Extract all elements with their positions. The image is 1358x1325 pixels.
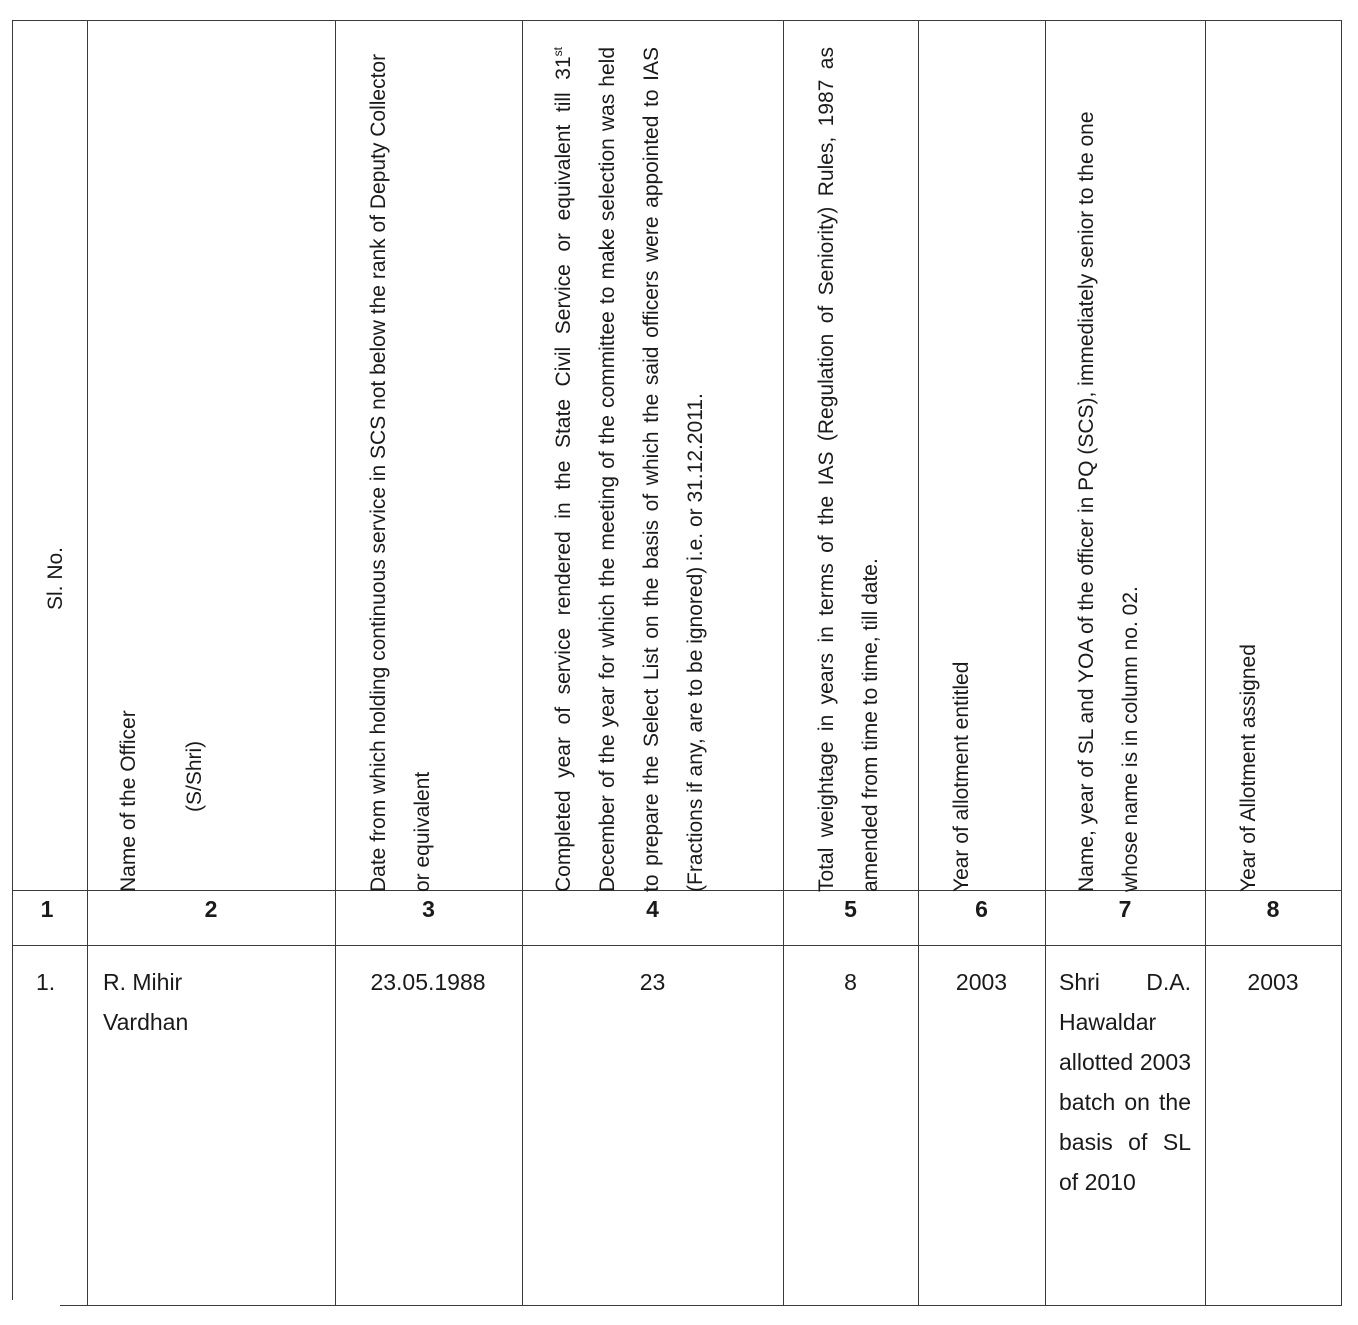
header-yoa-assigned-text: Year of Allotment assigned — [1237, 644, 1260, 892]
row-service-date: 23.05.1988 — [370, 969, 486, 995]
column-number-4: 4 — [646, 896, 659, 922]
header-completed-years — [522, 20, 783, 890]
row-yoa-assigned: 2003 — [1247, 969, 1299, 995]
row-total-weightage: 8 — [844, 969, 857, 995]
header-officer-name-line1: Name of the Officer — [117, 710, 140, 892]
header-service-date-text: Date from which holding continuous service in SCS not below the rank of Deputy Collector or equivalent — [367, 53, 434, 892]
row-officer-name: R. Mihir Vardhan — [103, 969, 189, 1035]
header-sl-no-text: Sl. No. — [44, 546, 67, 610]
header-yoa-entitled — [918, 20, 1045, 890]
header-senior-officer — [1045, 20, 1205, 890]
header-officer-name-line2: (S/Shri) — [183, 740, 206, 812]
row-senior-officer: Shri D.A. Hawaldar allotted 2003 batch on the basis of SL of 2010 — [1059, 969, 1191, 1195]
header-completed-years-sup: st — [551, 47, 565, 57]
header-yoa-assigned — [1205, 20, 1341, 890]
header-completed-years-text — [542, 47, 718, 892]
column-number-7: 7 — [1118, 896, 1132, 922]
header-yoa-entitled-text: Year of allotment entitled — [950, 661, 973, 892]
header-sl-no — [12, 20, 87, 890]
column-number-divider — [12, 945, 1342, 946]
column-number-3: 3 — [422, 896, 435, 922]
row-sl-no: 1. — [36, 969, 56, 995]
header-officer-name — [87, 20, 335, 890]
column-number-5: 5 — [844, 896, 857, 922]
header-total-weightage — [783, 20, 918, 890]
row-completed-years: 23 — [639, 969, 666, 995]
row-yoa-entitled: 2003 — [955, 969, 1008, 995]
column-number-8: 8 — [1266, 896, 1280, 922]
table-border-bottom — [60, 1305, 1342, 1306]
column-number-6: 6 — [975, 896, 988, 922]
table-border-right — [1341, 20, 1342, 1305]
header-senior-officer-text: Name, year of SL and YOA of the officer in PQ (SCS), immediately senior to the one whose name is in column no. 02. — [1075, 111, 1142, 892]
header-completed-years-part1: Completed year of service rendered in the State Civil Service or equivalent till 31 — [552, 56, 575, 892]
column-number-2: 2 — [204, 896, 218, 922]
column-number-1: 1 — [40, 896, 54, 922]
header-service-date — [335, 20, 522, 890]
header-completed-years-part2: December of the year for which the meeting of the committee to make selection was held to prepare the Select List on the basis of which the said officers were appointed to IAS (Fractions if any, are to be ignored) i.e. or 31.12.2011. — [596, 47, 707, 892]
header-total-weightage-text: Total weightage in years in terms of the IAS (Regulation of Seniority) Rules, 1987 as amended from time to time, till date. — [815, 47, 882, 892]
